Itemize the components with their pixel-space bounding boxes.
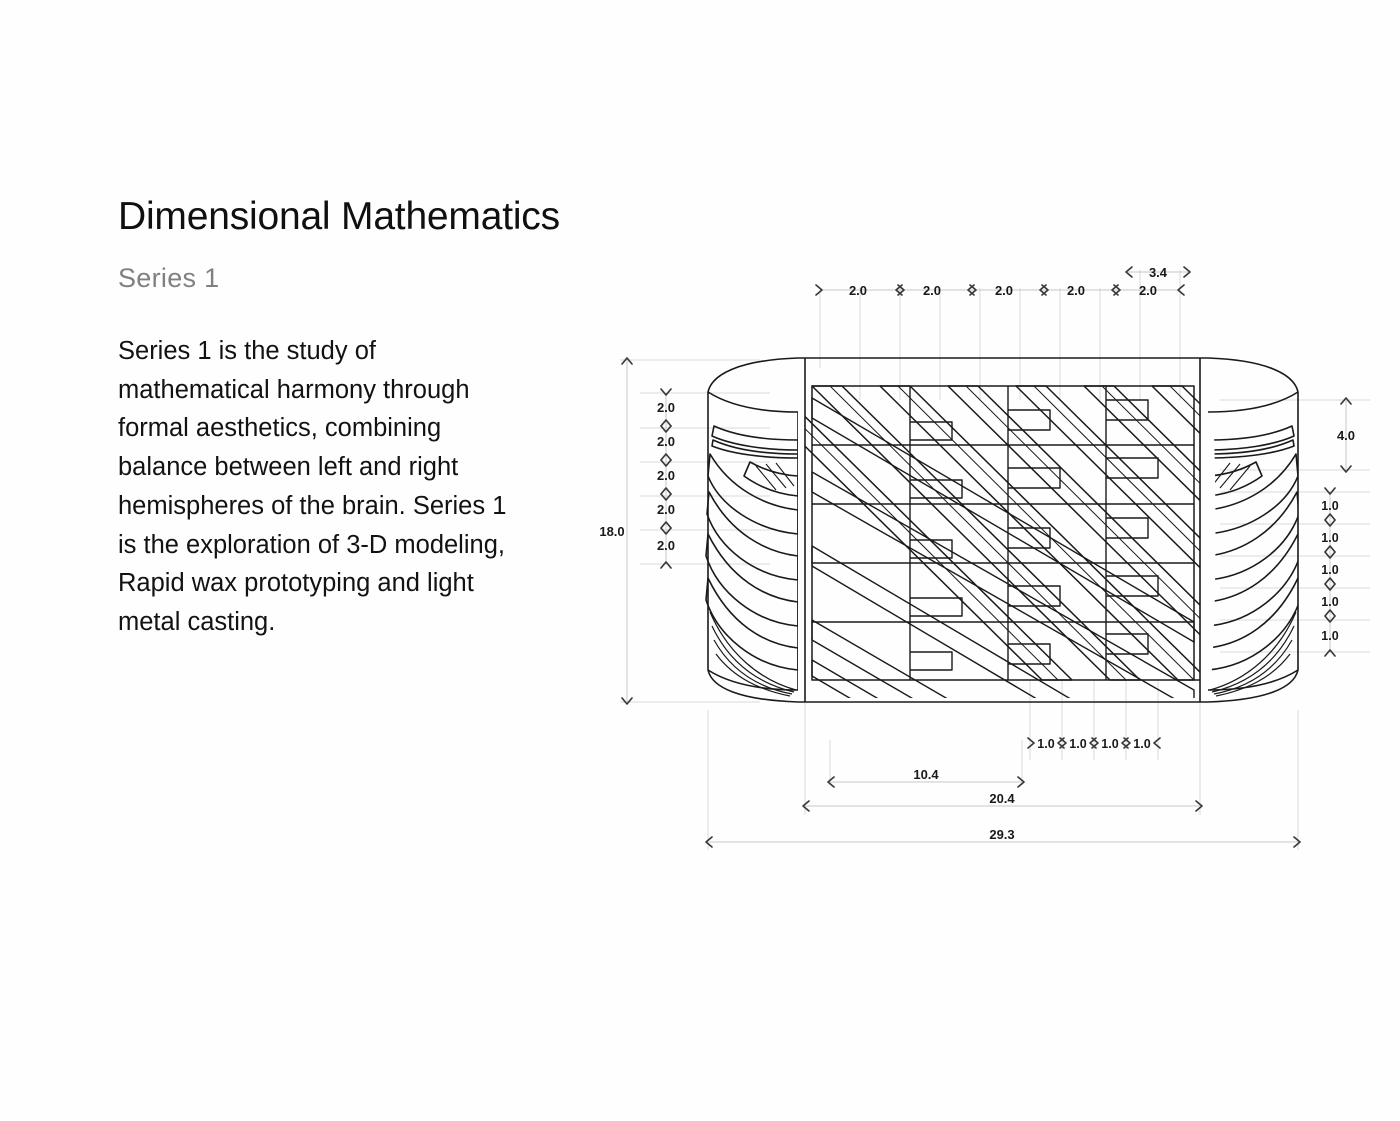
dim-bottom-small-3: 1.0 — [1101, 737, 1119, 751]
dim-left-2: 2.0 — [656, 434, 676, 449]
technical-drawing — [580, 240, 1390, 880]
dim-3-4: 3.4 — [1148, 265, 1168, 280]
dim-4-0: 4.0 — [1336, 428, 1356, 443]
text-column — [118, 195, 560, 642]
dim-left-5: 2.0 — [656, 538, 676, 553]
dim-top-row — [816, 283, 1184, 298]
dim-left-overall — [599, 358, 632, 704]
dim-20-4: 20.4 — [989, 791, 1015, 806]
page-subtitle: Series 1 — [118, 262, 220, 293]
dim-right-top-single — [1337, 398, 1355, 472]
extension-lines — [620, 270, 1370, 850]
dim-right-1: 1.0 — [1321, 499, 1339, 513]
page-title: Dimensional Mathematics — [118, 195, 560, 238]
ring-body — [706, 358, 1390, 796]
dim-left-1: 2.0 — [656, 400, 676, 415]
dim-top-3: 2.0 — [994, 283, 1014, 298]
dim-bottom-small-1: 1.0 — [1037, 737, 1055, 751]
dim-top-2: 2.0 — [922, 283, 942, 298]
dim-bottom-small-4: 1.0 — [1133, 737, 1151, 751]
dim-right-2: 1.0 — [1321, 531, 1339, 545]
dim-top-5: 2.0 — [1138, 283, 1158, 298]
dim-right-column — [1321, 488, 1338, 656]
body-paragraph: Series 1 is the study of mathematical harmony through formal aesthetics, combining balance between left and right hemispheres of the brain. Series 1 is the exploration of 3-D modeling, Rapid wax prototyping and light metal casting. — [118, 336, 507, 637]
dim-29-3: 29.3 — [989, 827, 1015, 842]
dim-top-1: 2.0 — [848, 283, 868, 298]
dim-top-4: 2.0 — [1066, 283, 1086, 298]
dim-right-4: 1.0 — [1321, 595, 1339, 609]
dim-bottom-small-2: 1.0 — [1069, 737, 1087, 751]
dimensioned-ring-elevation-svg — [580, 240, 1390, 880]
dim-left-4: 2.0 — [656, 502, 676, 517]
dim-right-3: 1.0 — [1321, 563, 1339, 577]
dim-right-5: 1.0 — [1321, 629, 1339, 643]
dim-left-column — [657, 389, 675, 568]
dim-bottom-stack — [706, 767, 1300, 847]
dim-left-3: 2.0 — [656, 468, 676, 483]
dim-18-0: 18.0 — [599, 524, 625, 539]
dim-10-4: 10.4 — [913, 767, 939, 782]
